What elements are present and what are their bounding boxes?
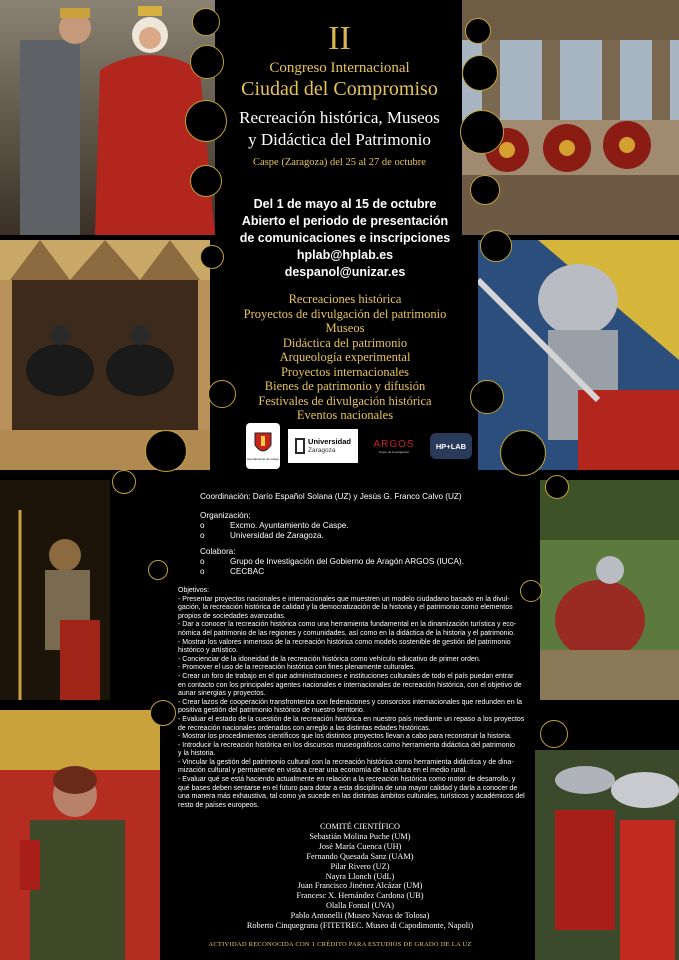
objective-line: de recreación nacionales ordenados con arreglo a las distintas edades históricas. xyxy=(178,724,431,732)
edition-numeral: II xyxy=(328,20,351,57)
sponsor-logos xyxy=(246,422,476,470)
colabora-label: Colabora: xyxy=(200,547,236,556)
objective-line: - Mostrar los procedimientos científicos que los distintos proyectos llevan a cabo para reconstruir la historia. xyxy=(178,733,512,741)
objective-line: gación, la recreación histórica de calidad y la democratización de la historia y el patrimonio como elementos xyxy=(178,604,513,612)
objective-line: en contacto con los principales agentes nacionales e internacionales de recreación histórica, con el objetivo de xyxy=(178,681,522,689)
organization-item: Excmo. Ayuntamiento de Caspe. xyxy=(230,521,349,530)
objective-line: una manera más exhaustiva, tal como ya sucede en las distintas ámbitos culturales, turísticos y académicos del xyxy=(178,793,525,801)
caspe-crest-logo xyxy=(246,423,280,469)
objective-line: propios de sociedades avanzadas. xyxy=(178,612,286,620)
decorative-bubble xyxy=(112,470,136,494)
comite-member: Roberto Cinquegrana (FITETREC. Museo di Capodimonte, Napoli) xyxy=(246,921,474,931)
objective-line: mización cultural y permanente en vista a crear una economía de la cultura en el medio rural. xyxy=(178,767,468,775)
email-unizar: despanol@unizar.es xyxy=(284,265,406,279)
topic-item: Didáctica del patrimonio xyxy=(282,335,408,350)
decorative-bubble xyxy=(150,700,176,726)
scientific-committee xyxy=(230,822,490,931)
topics-list xyxy=(200,292,490,423)
topic-item: Proyectos internacionales xyxy=(280,364,410,379)
topic-item: Bienes de patrimonio y difusión xyxy=(264,379,426,393)
collaboration-section xyxy=(200,547,530,577)
objective-line: - Promover el uso de la recreación histórica con fines plenamente culturales. xyxy=(178,664,416,672)
objective-line: - Evaluar el estado de la cuestión de la recreación histórica en nuestro país mediante un repaso a los proyectos xyxy=(178,715,525,723)
colabora-item: CECBAC xyxy=(230,567,265,576)
objective-line: qué bases deben sentarse en el futuro para dotar a esta disciplina de una mayor calidad y darla a conocer de xyxy=(178,784,518,792)
decorative-bubble xyxy=(540,720,568,748)
topic-item: Proyectos de divulgación del patrimonio xyxy=(243,306,447,321)
argos-label: ARGOS xyxy=(373,438,415,450)
hplab-label: HP+LAB xyxy=(435,441,467,451)
subtitle-line-1: Recreación histórica, Museos xyxy=(239,108,440,127)
comite-member: Fernando Quesada Sanz (UAM) xyxy=(306,851,414,861)
photo-left-bearded-man xyxy=(0,710,160,960)
coordination: Coordinación: Darío Español Solana (UZ) y Jesús G. Franco Calvo (UZ) xyxy=(200,492,462,501)
unizar-label-2: Zaragoza xyxy=(308,447,336,454)
comite-member: Pablo Antonelli (Museo Navas de Tolosa) xyxy=(290,911,430,921)
topic-item: Arqueología experimental xyxy=(279,350,411,364)
organization-label: Organización: xyxy=(200,511,251,520)
objective-line: aunar sinergias y proyectos. xyxy=(178,690,266,698)
subtitle-line-2: y Didáctica del Patrimonio xyxy=(248,130,431,149)
photo-left-knight xyxy=(0,480,110,700)
email-hplab: hplab@hplab.es xyxy=(296,248,394,262)
organization-item: Universidad de Zaragoza. xyxy=(230,531,324,540)
comite-member: José María Cuenca (UH) xyxy=(318,841,402,851)
decorative-bubble xyxy=(145,430,187,472)
congress-title: Ciudad del Compromiso xyxy=(241,78,438,100)
objective-line: resto de países europeos. xyxy=(178,801,259,809)
comite-member: Olalla Fontal (UVA) xyxy=(325,901,395,911)
call-dates: Del 1 de mayo al 15 de octubre xyxy=(253,197,437,211)
topic-item: Festivales de divulgación histórica xyxy=(258,393,432,408)
hplab-logo xyxy=(430,433,472,459)
decorative-bubble xyxy=(500,430,546,476)
bullet-icon: o xyxy=(200,531,205,540)
topic-item: Recreaciones histórica xyxy=(288,292,402,306)
call-period-2: de comunicaciones e inscripciones xyxy=(239,231,451,245)
objective-line: - Introducir la recreación histórica en los discursos museográficos como herramienta didáctica del patrimonio xyxy=(178,741,515,749)
decorative-bubble xyxy=(545,475,569,499)
comite-member: Pilar Rivero (UZ) xyxy=(330,861,390,871)
unizar-label-1: Universidad xyxy=(308,437,351,446)
objective-line: - Dar a conocer la recreación histórica como una herramienta fundamental en la dinamización turística y eco- xyxy=(178,621,517,629)
organization-section xyxy=(200,511,530,541)
topic-item: Eventos nacionales xyxy=(296,408,394,422)
bullet-icon: o xyxy=(200,557,205,566)
comite-member: Nayra Llonch (UdL) xyxy=(325,871,395,881)
unizar-logo xyxy=(288,429,358,463)
objective-line: positiva gestión del patrimonio histórico de nuestro territorio. xyxy=(178,707,365,715)
argos-logo xyxy=(366,429,422,463)
decorative-bubble xyxy=(190,165,222,197)
objective-line: - Crear un foro de trabajo en el que administraciones e instituciones culturales de todo el país puedan entrar xyxy=(178,672,514,680)
decorative-bubble xyxy=(148,560,168,580)
crest-icon xyxy=(253,431,273,457)
objective-line: - Crear lazos de cooperación transfronteriza con federaciones y consorcios internacionales que redunden en la xyxy=(178,698,522,706)
objectives-lines xyxy=(178,596,540,811)
objective-line: - Vincular la gestión del patrimonio cultural con la recreación histórica como herramienta didáctica y de dina- xyxy=(178,758,514,766)
objective-line: y la historia. xyxy=(178,750,216,758)
objective-line: - Concienciar de la idoneidad de la recreación histórica como vehículo educativo de primer orden. xyxy=(178,655,481,663)
photo-right-soldiers xyxy=(535,750,679,960)
objective-line: - Mostrar los valores inmensos de la recreación histórica como modelo sostenible de gestión del patrimonio xyxy=(178,638,511,646)
objective-line: - Evaluar qué se está haciendo actualmente en relación a la recreación histórica como motor de desarrollo, y xyxy=(178,776,516,784)
bullet-icon: o xyxy=(200,567,205,576)
call-for-papers xyxy=(200,196,490,281)
objectives-label: Objetivos: xyxy=(178,587,210,594)
comite-member: Francesc X. Hernández Cardona (UB) xyxy=(296,891,424,901)
caspe-logo-label: Ayuntamiento de Caspe xyxy=(247,457,279,461)
credit-footer: ACTIVIDAD RECONOCIDA CON 1 CRÉDITO PARA ESTUDIOS DE GRADO DE LA UZ xyxy=(208,941,472,948)
objective-line: - Presentar proyectos nacionales e internacionales que muestren un modelo ciudadano basado en la divul- xyxy=(178,595,510,603)
topic-item: Museos xyxy=(325,321,365,335)
objectives-section xyxy=(178,587,540,810)
objective-line: nómica del patrimonio de las regiones y comunidades, así como en la didáctica de la historia y el patrimonio. xyxy=(178,629,515,637)
argos-sub-label: Grupo de investigación xyxy=(378,449,410,454)
call-period: Abierto el periodo de presentación xyxy=(241,214,449,228)
comite-title: COMITÉ CIENTÍFICO xyxy=(320,822,400,831)
objective-line: histórico y artístico. xyxy=(178,647,238,655)
location-dates: Caspe (Zaragoza) del 25 al 27 de octubre xyxy=(253,157,426,168)
bullet-icon: o xyxy=(200,521,205,530)
congress-label: Congreso Internacional xyxy=(269,60,410,76)
comite-member: Sebastián Molina Puche (UM) xyxy=(309,831,411,841)
photo-right-tournament xyxy=(540,480,679,700)
comite-members xyxy=(230,832,490,931)
comite-member: Juan Francisco Jinénez Alcázar (UM) xyxy=(297,881,423,891)
colabora-item: Grupo de Investigación del Gobierno de Aragón ARGOS (IUCA). xyxy=(230,557,464,566)
unizar-emblem-icon xyxy=(295,438,305,454)
